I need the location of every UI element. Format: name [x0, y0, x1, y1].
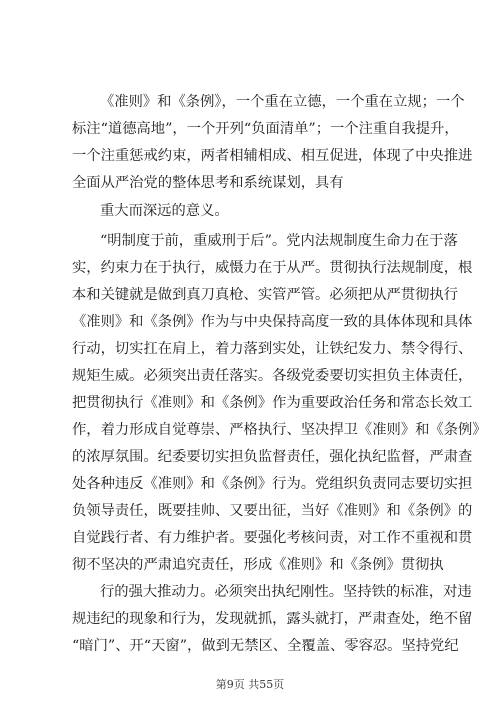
- text-line: 规违纪的现象和行为，发现就抓，露头就打，严肃查处，绝不留: [72, 611, 473, 627]
- text-line: 彻不坚决的严肃追究责任，形成《准则》和《条例》贯彻执: [72, 557, 444, 573]
- text-line: 规矩生威。必须突出责任落实。各级党委要切实担负主体责任，: [72, 368, 473, 384]
- text-line: 《准则》和《条例》，一个重在立德，一个重在立规；一个: [100, 94, 465, 110]
- text-line: “暗门”、开“天窗”，做到无禁区、全覆盖、零容忍。坚持党纪: [72, 638, 459, 654]
- text-line: 全面从严治党的整体思考和系统谋划，具有: [72, 175, 344, 191]
- text-line: “明制度于前，重威刑于后”。党内法规制度生命力在于落: [100, 233, 458, 249]
- page-number-footer: 第9页 共55页: [215, 678, 285, 691]
- text-line: 自觉践行者、有力维护者。要强化考核问责，对工作不重视和贯: [72, 530, 473, 546]
- text-line: 作，着力形成自觉尊崇、严格执行、坚决捍卫《准则》和《条例》: [72, 422, 487, 438]
- text-line: 实，约束力在于执行，威慑力在于从严。贯彻执行法规制度，根: [72, 260, 473, 276]
- text-line: 负领导责任，既要挂帅、又要出征，当好《准则》和《条例》的: [72, 503, 473, 519]
- text-line: 重大而深远的意义。: [100, 203, 229, 219]
- text-line: 标注“道德高地”，一个开列“负面清单”；一个注重自我提升，: [72, 121, 459, 137]
- text-line: 的浓厚氛围。纪委要切实担负监督责任，强化执纪监督，严肃查: [72, 449, 473, 465]
- text-line: 把贯彻执行《准则》和《条例》作为重要政治任务和常态长效工: [72, 395, 473, 411]
- text-line: 处各种违反《准则》和《条例》行为。党组织负责同志要切实担: [72, 476, 473, 492]
- text-line: 行动，切实扛在肩上，着力落到实处，让铁纪发力、禁令得行、: [72, 341, 473, 357]
- text-line: 一个注重惩戒约束，两者相辅相成、相互促进，体现了中央推进: [72, 148, 473, 164]
- text-line: 行的强大推动力。必须突出执纪刚性。坚持铁的标准，对违: [100, 584, 472, 600]
- text-line: 本和关键就是做到真刀真枪、实管严管。必须把从严贯彻执行: [72, 287, 459, 303]
- text-line: 《准则》和《条例》作为与中央保持高度一致的具体体现和具体: [72, 314, 473, 330]
